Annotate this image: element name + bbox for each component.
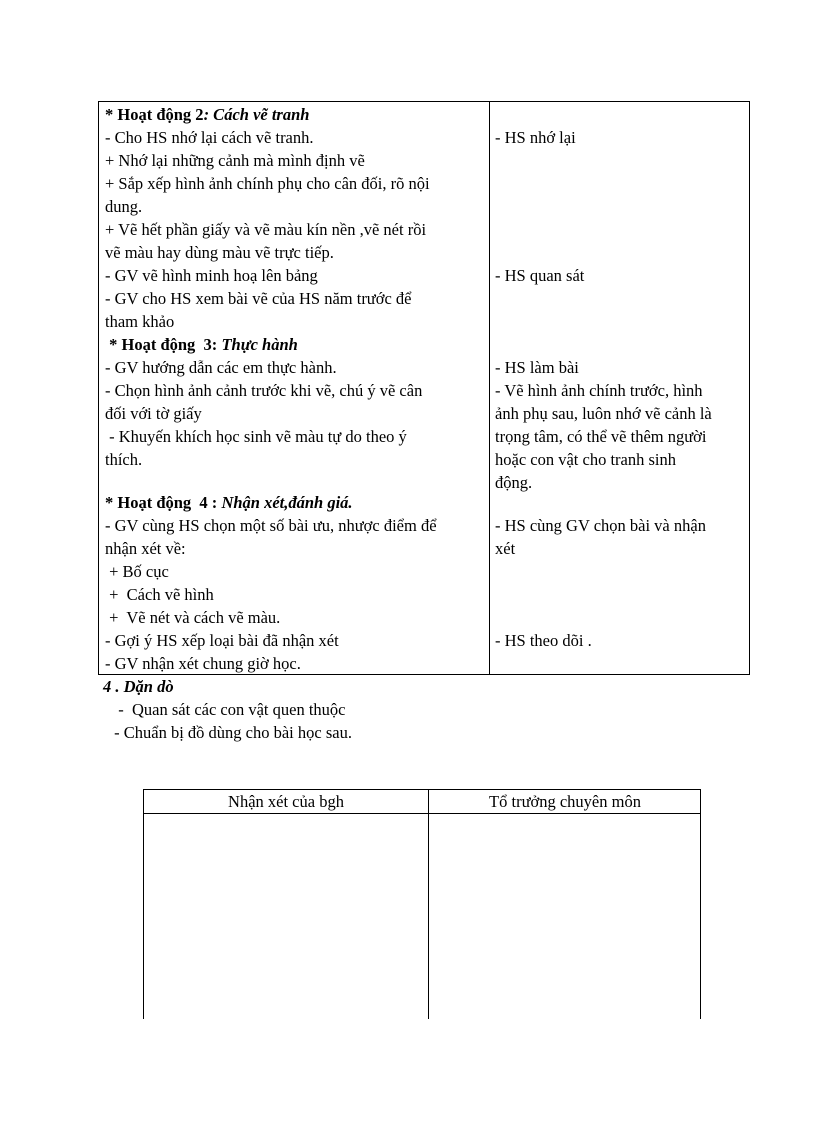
teacher-line: + Sắp xếp hình ảnh chính phụ cho cân đối, rõ nội <box>105 174 430 193</box>
signature-table <box>143 789 701 1019</box>
student-line: - HS theo dõi . <box>495 631 592 650</box>
student-line: - HS quan sát <box>495 266 585 285</box>
signature-header-bgh: Nhận xét của bgh <box>228 792 344 811</box>
student-line: - HS làm bài <box>495 358 579 377</box>
teacher-line: + Nhớ lại những cảnh mà mình định vẽ <box>105 151 365 170</box>
teacher-line: + Vẽ hết phần giấy và vẽ màu kín nền ,vẽ nét rồi <box>105 220 427 239</box>
teacher-line: dung. <box>105 197 143 216</box>
teacher-line: vẽ màu hay dùng màu vẽ trực tiếp. <box>105 243 334 262</box>
activity3-heading: * Hoạt động 3: Thực hành <box>105 335 298 354</box>
teacher-line: - Gợi ý HS xếp loại bài đã nhận xét <box>105 631 339 650</box>
teacher-line: - GV cùng HS chọn một số bài ưu, nhược điểm để <box>105 516 437 535</box>
table-column-divider <box>489 102 490 674</box>
student-line: động. <box>495 473 533 492</box>
teacher-line: - GV hướng dẫn các em thực hành. <box>105 358 337 377</box>
teacher-line: đối với tờ giấy <box>105 404 202 423</box>
teacher-line: - Cho HS nhớ lại cách vẽ tranh. <box>105 128 314 147</box>
student-line: - HS nhớ lại <box>495 128 576 147</box>
teacher-line: - GV vẽ hình minh hoạ lên bảng <box>105 266 318 285</box>
student-line: hoặc con vật cho tranh sinh <box>495 450 676 469</box>
lesson-activities-table <box>98 101 750 675</box>
teacher-line: thích. <box>105 450 143 469</box>
student-line: xét <box>495 539 516 558</box>
teacher-line: + Bố cục <box>105 562 169 581</box>
teacher-line: - Khuyến khích học sinh vẽ màu tự do theo ý <box>105 427 407 446</box>
teacher-line: - GV cho HS xem bài vẽ của HS năm trước để <box>105 289 412 308</box>
homework-line: - Chuẩn bị đồ dùng cho bài học sau. <box>110 723 352 742</box>
teacher-line: + Cách vẽ hình <box>105 585 214 604</box>
homework-line: - Quan sát các con vật quen thuộc <box>110 700 346 719</box>
teacher-line: + Vẽ nét và cách vẽ màu. <box>105 608 281 627</box>
signature-header-head: Tổ trưởng chuyên môn <box>489 792 641 811</box>
teacher-line: - GV nhận xét chung giờ học. <box>105 654 301 673</box>
teacher-line: - Chọn hình ảnh cảnh trước khi vẽ, chú ý vẽ cân <box>105 381 423 400</box>
activity2-heading: * Hoạt động 2: Cách vẽ tranh <box>105 105 310 124</box>
activity4-heading: * Hoạt động 4 : Nhận xét,đánh giá. <box>105 493 353 512</box>
student-line: - HS cùng GV chọn bài và nhận <box>495 516 706 535</box>
signature-header-divider <box>144 813 700 814</box>
student-line: trọng tâm, có thể vẽ thêm người <box>495 427 707 446</box>
student-line: - Vẽ hình ảnh chính trước, hình <box>495 381 703 400</box>
student-line: ảnh phụ sau, luôn nhớ vẽ cảnh là <box>495 404 712 423</box>
signature-column-divider <box>428 790 429 1019</box>
teacher-line: nhận xét về: <box>105 539 186 558</box>
teacher-line: tham khảo <box>105 312 175 331</box>
homework-heading: 4 . Dặn dò <box>103 677 174 696</box>
